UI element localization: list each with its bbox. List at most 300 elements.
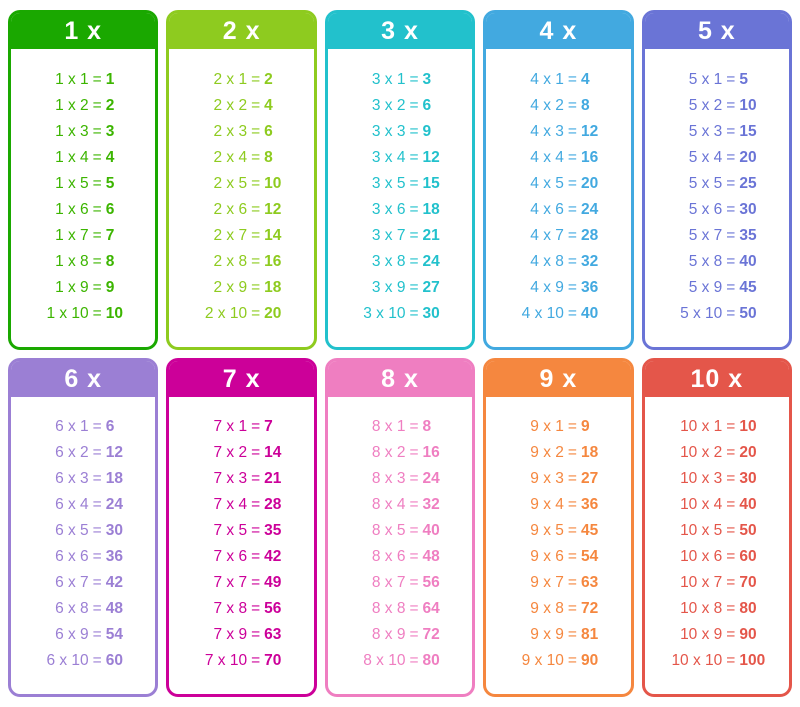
result-value: 49 xyxy=(264,574,282,592)
equals-sign: = xyxy=(409,200,419,218)
equals-sign: = xyxy=(409,96,419,114)
table-row xyxy=(486,518,630,544)
result-value: 45 xyxy=(580,522,599,540)
equals-sign: = xyxy=(92,226,102,244)
result-value: 60 xyxy=(105,652,123,670)
table-row xyxy=(486,67,630,93)
expression-text: 5 x 3 xyxy=(688,122,723,140)
expression-text: 1 x 4 xyxy=(55,148,89,166)
table-row xyxy=(645,145,789,171)
tables-row-bottom xyxy=(8,358,792,698)
result-value: 48 xyxy=(422,548,440,566)
result-value: 45 xyxy=(739,278,757,296)
result-value: 6 xyxy=(105,200,115,218)
expression-text: 8 x 10 xyxy=(363,652,406,670)
result-value: 100 xyxy=(739,652,766,670)
table-row xyxy=(328,249,472,275)
equals-sign: = xyxy=(251,304,261,322)
result-value: 63 xyxy=(580,574,599,592)
equals-sign: = xyxy=(409,70,419,88)
equals-sign: = xyxy=(726,600,736,618)
result-value: 30 xyxy=(739,200,757,218)
result-value: 1 xyxy=(105,70,115,88)
equals-sign: = xyxy=(567,226,577,244)
table-row xyxy=(169,440,313,466)
expression-text: 5 x 8 xyxy=(688,252,723,270)
table-row xyxy=(11,414,155,440)
table-row xyxy=(328,544,472,570)
expression-text: 1 x 6 xyxy=(55,200,89,218)
result-value: 60 xyxy=(739,548,757,566)
result-value: 7 xyxy=(105,226,115,244)
table-row xyxy=(645,492,789,518)
table-row xyxy=(486,648,630,674)
result-value: 21 xyxy=(264,470,282,488)
expression-text: 7 x 10 xyxy=(204,652,248,670)
result-value: 9 xyxy=(105,278,115,296)
result-value: 16 xyxy=(264,252,282,270)
table-row xyxy=(11,518,155,544)
result-value: 50 xyxy=(739,304,757,322)
equals-sign: = xyxy=(726,652,736,670)
table-row xyxy=(645,223,789,249)
result-value: 20 xyxy=(580,174,599,192)
equals-sign: = xyxy=(92,200,102,218)
table-row xyxy=(486,570,630,596)
table-row xyxy=(169,414,313,440)
expression-text: 10 x 2 xyxy=(680,444,723,462)
table-row xyxy=(11,466,155,492)
result-value: 18 xyxy=(105,470,123,488)
table-row xyxy=(486,492,630,518)
table-row xyxy=(11,622,155,648)
table-card-body xyxy=(486,49,630,347)
equals-sign: = xyxy=(92,444,102,462)
expression-text: 2 x 8 xyxy=(213,252,248,270)
expression-text: 7 x 2 xyxy=(213,444,248,462)
equals-sign: = xyxy=(567,522,577,540)
table-row xyxy=(645,622,789,648)
expression-text: 4 x 5 xyxy=(530,174,564,192)
equals-sign: = xyxy=(726,522,736,540)
expression-text: 4 x 9 xyxy=(530,278,564,296)
table-row xyxy=(169,275,313,301)
expression-text: 3 x 9 xyxy=(371,278,406,296)
expression-text: 5 x 9 xyxy=(688,278,723,296)
table-card-4 xyxy=(483,10,633,350)
equals-sign: = xyxy=(409,252,419,270)
result-value: 12 xyxy=(264,200,282,218)
table-row xyxy=(328,414,472,440)
expression-text: 1 x 3 xyxy=(55,122,89,140)
result-value: 40 xyxy=(739,252,757,270)
equals-sign: = xyxy=(251,70,261,88)
equals-sign: = xyxy=(251,522,261,540)
table-row xyxy=(169,197,313,223)
expression-text: 1 x 10 xyxy=(46,304,89,322)
expression-text: 10 x 7 xyxy=(680,574,723,592)
result-value: 70 xyxy=(264,652,282,670)
table-row xyxy=(11,544,155,570)
equals-sign: = xyxy=(409,278,419,296)
table-row xyxy=(328,570,472,596)
expression-text: 1 x 9 xyxy=(55,278,89,296)
expression-text: 2 x 1 xyxy=(213,70,248,88)
result-value: 6 xyxy=(105,418,115,436)
result-value: 35 xyxy=(264,522,282,540)
expression-text: 9 x 2 xyxy=(530,444,564,462)
equals-sign: = xyxy=(92,522,102,540)
result-value: 6 xyxy=(422,96,432,114)
equals-sign: = xyxy=(251,122,261,140)
table-row xyxy=(169,570,313,596)
table-card-body xyxy=(486,397,630,695)
table-row xyxy=(645,544,789,570)
equals-sign: = xyxy=(409,304,419,322)
result-value: 15 xyxy=(422,174,440,192)
table-row xyxy=(645,171,789,197)
table-row xyxy=(328,596,472,622)
table-row xyxy=(645,466,789,492)
equals-sign: = xyxy=(251,278,261,296)
result-value: 20 xyxy=(264,304,282,322)
equals-sign: = xyxy=(92,304,102,322)
equals-sign: = xyxy=(251,174,261,192)
expression-text: 2 x 10 xyxy=(204,304,248,322)
equals-sign: = xyxy=(726,148,736,166)
table-row xyxy=(328,93,472,119)
expression-text: 7 x 4 xyxy=(213,496,248,514)
expression-text: 10 x 9 xyxy=(680,626,723,644)
table-row xyxy=(169,223,313,249)
expression-text: 7 x 7 xyxy=(213,574,248,592)
equals-sign: = xyxy=(567,470,577,488)
table-row xyxy=(328,171,472,197)
expression-text: 6 x 5 xyxy=(55,522,89,540)
expression-text: 5 x 7 xyxy=(688,226,723,244)
table-card-6 xyxy=(8,358,158,698)
expression-text: 5 x 2 xyxy=(688,96,723,114)
result-value: 64 xyxy=(422,600,440,618)
expression-text: 6 x 10 xyxy=(46,652,89,670)
table-row xyxy=(169,518,313,544)
table-row xyxy=(486,544,630,570)
result-value: 42 xyxy=(264,548,282,566)
expression-text: 9 x 9 xyxy=(530,626,564,644)
result-value: 14 xyxy=(264,226,282,244)
table-row xyxy=(11,249,155,275)
expression-text: 8 x 5 xyxy=(371,522,406,540)
expression-text: 7 x 3 xyxy=(213,470,248,488)
result-value: 56 xyxy=(422,574,440,592)
table-card-header: 3 x xyxy=(328,13,472,49)
expression-text: 5 x 6 xyxy=(688,200,723,218)
table-row xyxy=(328,119,472,145)
table-row xyxy=(11,67,155,93)
result-value: 40 xyxy=(580,304,599,322)
equals-sign: = xyxy=(726,574,736,592)
expression-text: 9 x 7 xyxy=(530,574,564,592)
result-value: 14 xyxy=(264,444,282,462)
table-row xyxy=(645,197,789,223)
expression-text: 6 x 8 xyxy=(55,600,89,618)
equals-sign: = xyxy=(92,548,102,566)
table-card-header: 8 x xyxy=(328,361,472,397)
expression-text: 6 x 7 xyxy=(55,574,89,592)
expression-text: 5 x 1 xyxy=(688,70,723,88)
result-value: 6 xyxy=(264,122,273,140)
result-value: 42 xyxy=(105,574,123,592)
expression-text: 8 x 6 xyxy=(371,548,406,566)
table-row xyxy=(169,301,313,327)
result-value: 20 xyxy=(739,148,757,166)
table-card-header: 2 x xyxy=(169,13,313,49)
equals-sign: = xyxy=(567,148,577,166)
result-value: 40 xyxy=(739,496,757,514)
expression-text: 3 x 8 xyxy=(371,252,406,270)
result-value: 18 xyxy=(580,444,599,462)
table-row xyxy=(328,67,472,93)
table-row xyxy=(645,648,789,674)
result-value: 16 xyxy=(422,444,440,462)
table-row xyxy=(645,440,789,466)
equals-sign: = xyxy=(567,496,577,514)
expression-text: 8 x 1 xyxy=(371,418,406,436)
result-value: 15 xyxy=(739,122,757,140)
equals-sign: = xyxy=(726,278,736,296)
expression-text: 10 x 1 xyxy=(680,418,723,436)
equals-sign: = xyxy=(567,200,577,218)
table-row xyxy=(11,145,155,171)
equals-sign: = xyxy=(409,496,419,514)
result-value: 16 xyxy=(580,148,599,166)
equals-sign: = xyxy=(726,496,736,514)
expression-text: 9 x 4 xyxy=(530,496,564,514)
expression-text: 10 x 5 xyxy=(680,522,723,540)
result-value: 36 xyxy=(105,548,123,566)
result-value: 12 xyxy=(422,148,440,166)
result-value: 24 xyxy=(422,252,440,270)
table-row xyxy=(486,197,630,223)
result-value: 8 xyxy=(264,148,273,166)
expression-text: 6 x 3 xyxy=(55,470,89,488)
expression-text: 9 x 3 xyxy=(530,470,564,488)
result-value: 35 xyxy=(739,226,757,244)
table-row xyxy=(169,67,313,93)
expression-text: 7 x 6 xyxy=(213,548,248,566)
result-value: 10 xyxy=(264,174,282,192)
result-value: 7 xyxy=(264,418,273,436)
equals-sign: = xyxy=(92,470,102,488)
expression-text: 3 x 5 xyxy=(371,174,406,192)
expression-text: 9 x 5 xyxy=(530,522,564,540)
result-value: 5 xyxy=(105,174,115,192)
result-value: 24 xyxy=(105,496,123,514)
result-value: 30 xyxy=(739,470,757,488)
table-card-3 xyxy=(325,10,475,350)
equals-sign: = xyxy=(409,522,419,540)
result-value: 27 xyxy=(580,470,599,488)
equals-sign: = xyxy=(567,444,577,462)
expression-text: 5 x 4 xyxy=(688,148,723,166)
equals-sign: = xyxy=(567,252,577,270)
result-value: 10 xyxy=(739,418,757,436)
expression-text: 3 x 4 xyxy=(371,148,406,166)
table-row xyxy=(645,570,789,596)
equals-sign: = xyxy=(92,96,102,114)
result-value: 2 xyxy=(105,96,115,114)
equals-sign: = xyxy=(251,600,261,618)
table-row xyxy=(486,249,630,275)
table-card-header: 10 x xyxy=(645,361,789,397)
expression-text: 2 x 7 xyxy=(213,226,248,244)
table-row xyxy=(169,622,313,648)
result-value: 90 xyxy=(580,652,599,670)
equals-sign: = xyxy=(92,626,102,644)
equals-sign: = xyxy=(726,470,736,488)
equals-sign: = xyxy=(567,174,577,192)
result-value: 36 xyxy=(580,278,599,296)
table-card-header: 7 x xyxy=(169,361,313,397)
table-row xyxy=(486,466,630,492)
result-value: 4 xyxy=(264,96,273,114)
equals-sign: = xyxy=(251,252,261,270)
table-row xyxy=(11,492,155,518)
expression-text: 3 x 1 xyxy=(371,70,406,88)
table-row xyxy=(169,171,313,197)
table-row xyxy=(169,249,313,275)
table-card-body xyxy=(328,49,472,347)
result-value: 4 xyxy=(105,148,115,166)
table-row xyxy=(486,171,630,197)
table-row xyxy=(11,570,155,596)
result-value: 32 xyxy=(422,496,440,514)
result-value: 18 xyxy=(422,200,440,218)
expression-text: 6 x 1 xyxy=(55,418,89,436)
table-row xyxy=(328,492,472,518)
table-row xyxy=(11,440,155,466)
result-value: 36 xyxy=(580,496,599,514)
table-row xyxy=(328,466,472,492)
table-row xyxy=(328,223,472,249)
equals-sign: = xyxy=(92,278,102,296)
result-value: 18 xyxy=(264,278,282,296)
equals-sign: = xyxy=(567,70,577,88)
result-value: 90 xyxy=(739,626,757,644)
expression-text: 1 x 1 xyxy=(55,70,89,88)
equals-sign: = xyxy=(92,174,102,192)
equals-sign: = xyxy=(92,652,102,670)
expression-text: 4 x 2 xyxy=(530,96,564,114)
expression-text: 8 x 8 xyxy=(371,600,406,618)
table-row xyxy=(328,440,472,466)
expression-text: 7 x 9 xyxy=(213,626,248,644)
expression-text: 10 x 4 xyxy=(680,496,723,514)
equals-sign: = xyxy=(726,96,736,114)
result-value: 2 xyxy=(264,70,273,88)
table-row xyxy=(645,596,789,622)
expression-text: 6 x 9 xyxy=(55,626,89,644)
table-row xyxy=(486,414,630,440)
result-value: 27 xyxy=(422,278,440,296)
equals-sign: = xyxy=(409,470,419,488)
equals-sign: = xyxy=(251,96,261,114)
expression-text: 2 x 6 xyxy=(213,200,248,218)
table-row xyxy=(486,119,630,145)
result-value: 5 xyxy=(739,70,748,88)
table-card-10 xyxy=(642,358,792,698)
result-value: 3 xyxy=(422,70,432,88)
equals-sign: = xyxy=(726,548,736,566)
equals-sign: = xyxy=(726,444,736,462)
table-row xyxy=(486,223,630,249)
result-value: 81 xyxy=(580,626,599,644)
table-row xyxy=(11,171,155,197)
table-card-body xyxy=(328,397,472,695)
equals-sign: = xyxy=(726,226,736,244)
expression-text: 6 x 4 xyxy=(55,496,89,514)
expression-text: 4 x 8 xyxy=(530,252,564,270)
equals-sign: = xyxy=(409,148,419,166)
expression-text: 2 x 2 xyxy=(213,96,248,114)
result-value: 56 xyxy=(264,600,282,618)
result-value: 50 xyxy=(739,522,757,540)
equals-sign: = xyxy=(92,252,102,270)
equals-sign: = xyxy=(92,496,102,514)
equals-sign: = xyxy=(92,70,102,88)
expression-text: 4 x 3 xyxy=(530,122,564,140)
expression-text: 5 x 10 xyxy=(680,304,723,322)
equals-sign: = xyxy=(251,200,261,218)
result-value: 25 xyxy=(739,174,757,192)
result-value: 28 xyxy=(580,226,599,244)
result-value: 28 xyxy=(264,496,282,514)
equals-sign: = xyxy=(251,548,261,566)
expression-text: 7 x 8 xyxy=(213,600,248,618)
result-value: 72 xyxy=(422,626,440,644)
equals-sign: = xyxy=(251,496,261,514)
result-value: 80 xyxy=(739,600,757,618)
equals-sign: = xyxy=(92,122,102,140)
equals-sign: = xyxy=(251,652,261,670)
equals-sign: = xyxy=(726,70,736,88)
result-value: 8 xyxy=(422,418,432,436)
expression-text: 1 x 8 xyxy=(55,252,89,270)
expression-text: 3 x 6 xyxy=(371,200,406,218)
result-value: 63 xyxy=(264,626,282,644)
equals-sign: = xyxy=(567,652,577,670)
result-value: 32 xyxy=(580,252,599,270)
table-card-8 xyxy=(325,358,475,698)
equals-sign: = xyxy=(409,226,419,244)
table-card-body xyxy=(11,397,155,695)
equals-sign: = xyxy=(251,574,261,592)
table-card-header: 5 x xyxy=(645,13,789,49)
table-card-header: 1 x xyxy=(11,13,155,49)
table-row xyxy=(328,275,472,301)
table-row xyxy=(486,93,630,119)
equals-sign: = xyxy=(409,174,419,192)
result-value: 24 xyxy=(580,200,599,218)
table-card-body xyxy=(169,49,313,347)
expression-text: 8 x 2 xyxy=(371,444,406,462)
expression-text: 3 x 2 xyxy=(371,96,406,114)
equals-sign: = xyxy=(567,278,577,296)
equals-sign: = xyxy=(251,226,261,244)
result-value: 8 xyxy=(105,252,115,270)
equals-sign: = xyxy=(92,574,102,592)
table-card-body xyxy=(645,397,789,695)
